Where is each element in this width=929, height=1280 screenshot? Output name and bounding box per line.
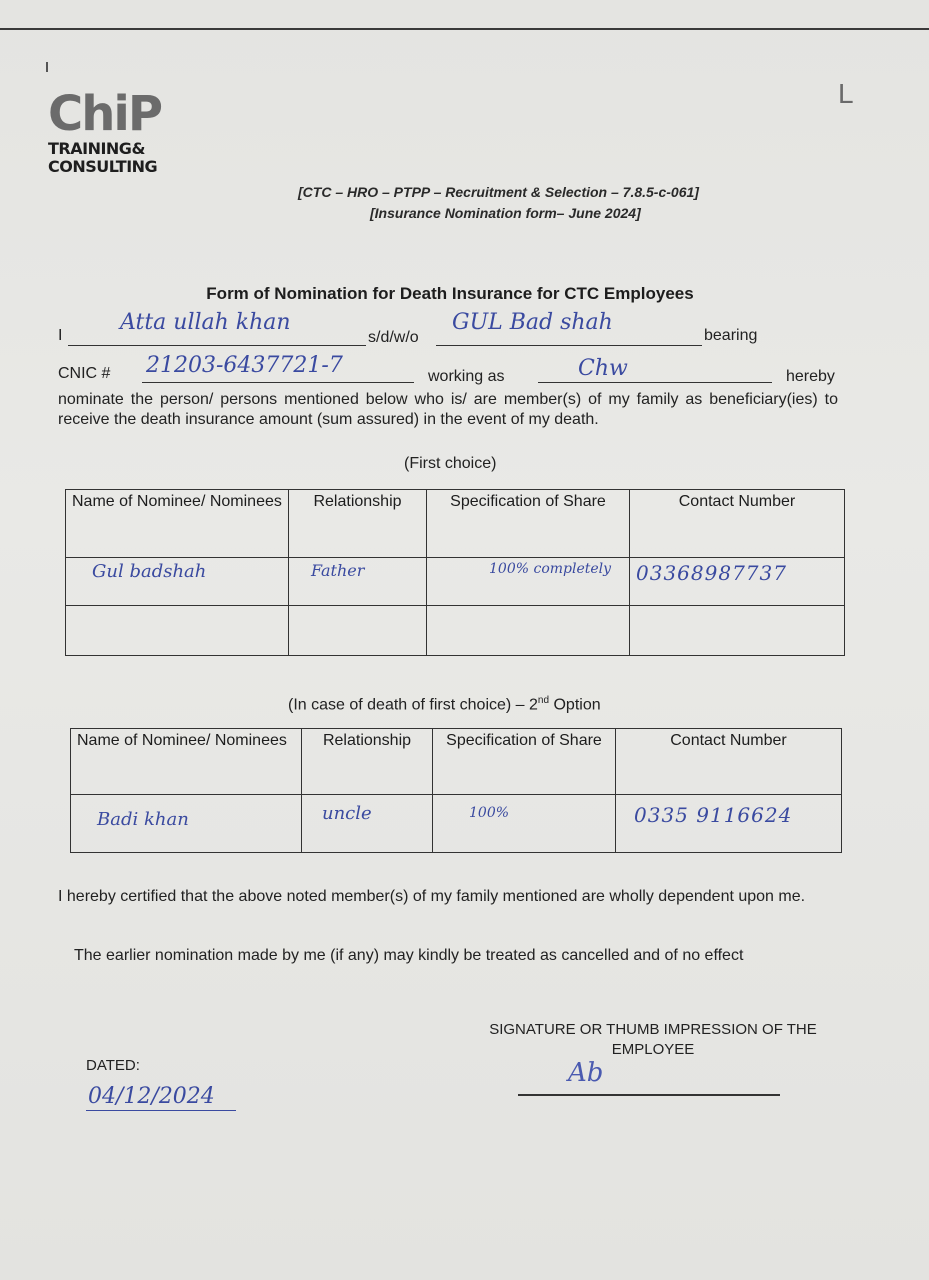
table-row	[66, 558, 845, 606]
header-name: Name of Nominee/ Nominees	[66, 490, 289, 558]
second-choice-heading-post: Option	[549, 696, 601, 714]
date-underline	[86, 1110, 236, 1111]
name-underline	[68, 345, 366, 346]
relationship-cell: Father	[289, 558, 427, 606]
first-choice-table	[65, 489, 845, 656]
header-relationship: Relationship	[289, 490, 427, 558]
header-share: Specification of Share	[433, 729, 616, 795]
designation-underline	[538, 382, 772, 383]
contact-cell	[630, 606, 845, 656]
nominee-name-cell: Badi khan	[71, 795, 302, 853]
bearing-label: bearing	[704, 327, 758, 344]
cnic-label: CNIC #	[58, 365, 111, 382]
logo-line-2: CONSULTING	[48, 157, 158, 176]
second-choice-heading	[288, 695, 601, 714]
corner-mark: L	[838, 78, 854, 109]
cnic-value: 21203-6437721-7	[146, 353, 343, 378]
form-title: Form of Nomination for Death Insurance for CTC Employees	[206, 284, 694, 303]
table-header-row	[66, 490, 845, 558]
hereby-label: hereby	[786, 368, 835, 385]
nominee-name-cell: Gul badshah	[66, 558, 289, 606]
father-name-value: GUL Bad shah	[452, 310, 613, 335]
father-underline	[436, 345, 702, 346]
employee-name-value: Atta ullah khan	[120, 310, 291, 335]
contact-cell: 03368987737	[630, 558, 845, 606]
share-cell: 100% completely	[427, 558, 630, 606]
dated-value: 04/12/2024	[88, 1084, 215, 1109]
header-contact: Contact Number	[616, 729, 842, 795]
share-cell: 100%	[433, 795, 616, 853]
header-share: Specification of Share	[427, 490, 630, 558]
dated-label: DATED:	[86, 1057, 140, 1074]
header-contact: Contact Number	[630, 490, 845, 558]
signature-label: SIGNATURE OR THUMB IMPRESSION OF THE EMPLOYEE	[489, 1021, 817, 1058]
form-reference-code: [CTC – HRO – PTPP – Recruitment & Selection – 7.8.5-c-061]	[298, 184, 699, 200]
sdw-label: s/d/w/o	[368, 329, 419, 346]
logo-line-1: TRAINING&	[48, 139, 145, 158]
working-as-label: working as	[428, 368, 505, 385]
signature-line	[518, 1094, 780, 1096]
table-row	[71, 795, 842, 853]
table-row	[66, 606, 845, 656]
earlier-nomination-cancel: The earlier nomination made by me (if any) may kindly be treated as cancelled and of no effect	[74, 947, 744, 964]
cnic-underline	[142, 382, 414, 383]
logo-brand: ChiP	[48, 86, 162, 142]
header-relationship: Relationship	[302, 729, 433, 795]
top-border-line	[0, 28, 929, 30]
table-header-row	[71, 729, 842, 795]
company-logo	[48, 88, 161, 176]
contact-cell: 0335 9116624	[616, 795, 842, 853]
second-choice-table	[70, 728, 842, 853]
relationship-cell: uncle	[302, 795, 433, 853]
nominee-name-cell	[66, 606, 289, 656]
dependency-certification: I hereby certified that the above noted member(s) of my family mentioned are wholly dependent upon me.	[58, 888, 806, 905]
form-reference-version: [Insurance Nomination form– June 2024]	[370, 205, 641, 221]
designation-value: Chw	[578, 356, 628, 381]
first-choice-heading: (First choice)	[404, 455, 497, 472]
nomination-statement: nominate the person/ persons mentioned below who is/ are member(s) of my family as beneficiary(ies) to receive the death insurance amount (sum assured) in the event of my death.	[58, 391, 838, 428]
second-choice-heading-sup: nd	[537, 695, 550, 706]
i-label: I	[58, 327, 63, 344]
second-choice-heading-pre: (In case of death of first choice) – 2	[288, 696, 538, 714]
share-cell	[427, 606, 630, 656]
relationship-cell	[289, 606, 427, 656]
employee-signature: Ab	[568, 1058, 604, 1088]
margin-tick	[46, 62, 48, 72]
header-name: Name of Nominee/ Nominees	[71, 729, 302, 795]
